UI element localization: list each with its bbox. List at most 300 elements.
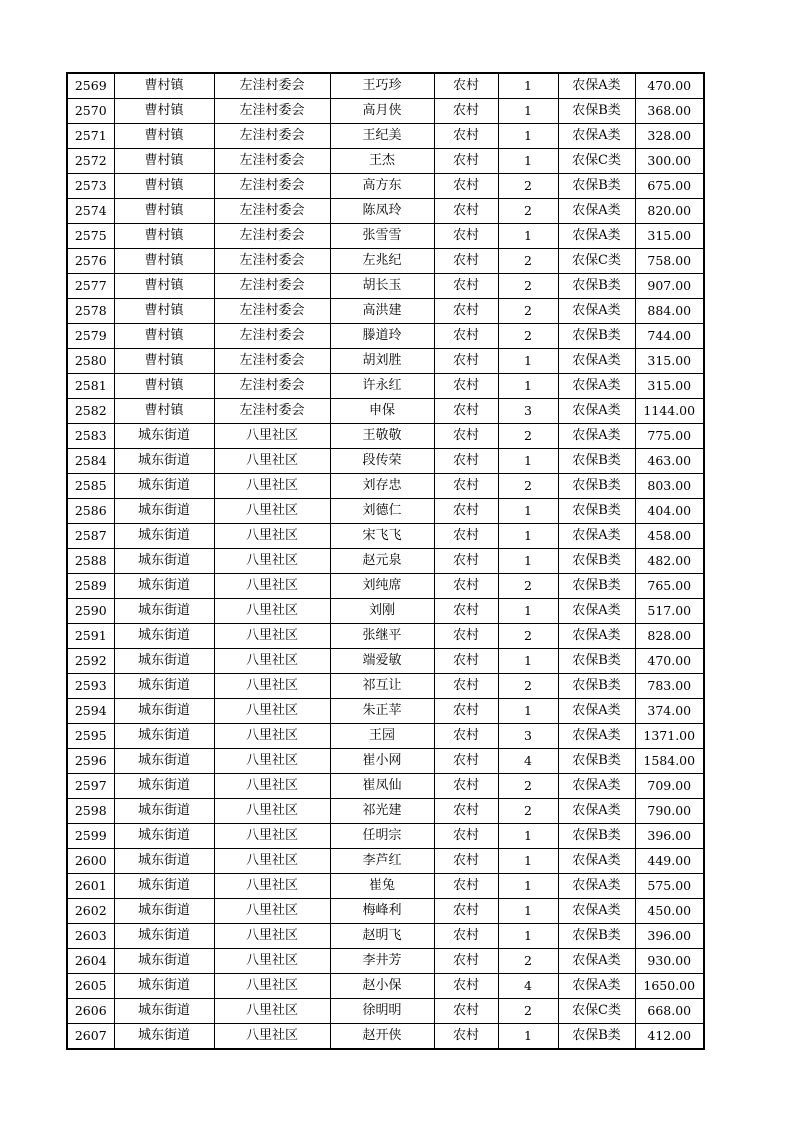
person-name-cell: 梅峰利 — [330, 899, 434, 924]
household-size-cell: 4 — [498, 749, 558, 774]
town-cell: 城东街道 — [114, 474, 214, 499]
amount-cell: 828.00 — [635, 624, 704, 649]
table-row — [67, 424, 704, 449]
household-size-cell: 1 — [498, 524, 558, 549]
household-type-cell: 农村 — [434, 73, 498, 99]
town-cell: 曹村镇 — [114, 324, 214, 349]
town-cell: 城东街道 — [114, 824, 214, 849]
village-committee-cell: 八里社区 — [214, 549, 330, 574]
person-name-cell: 左兆纪 — [330, 249, 434, 274]
person-name-cell: 王敬敬 — [330, 424, 434, 449]
household-type-cell: 农村 — [434, 274, 498, 299]
table-row — [67, 874, 704, 899]
amount-cell: 1144.00 — [635, 399, 704, 424]
amount-cell: 930.00 — [635, 949, 704, 974]
amount-cell: 790.00 — [635, 799, 704, 824]
person-name-cell: 刘刚 — [330, 599, 434, 624]
village-committee-cell: 八里社区 — [214, 574, 330, 599]
household-size-cell: 1 — [498, 449, 558, 474]
serial-number-cell: 2580 — [67, 349, 114, 374]
serial-number-cell: 2606 — [67, 999, 114, 1024]
insurance-category-cell: 农保A类 — [558, 724, 635, 749]
household-type-cell: 农村 — [434, 524, 498, 549]
table-row — [67, 349, 704, 374]
household-type-cell: 农村 — [434, 99, 498, 124]
town-cell: 城东街道 — [114, 774, 214, 799]
household-size-cell: 2 — [498, 324, 558, 349]
insurance-category-cell: 农保A类 — [558, 124, 635, 149]
village-committee-cell: 八里社区 — [214, 949, 330, 974]
village-committee-cell: 八里社区 — [214, 649, 330, 674]
table-row — [67, 724, 704, 749]
town-cell: 城东街道 — [114, 599, 214, 624]
person-name-cell: 段传荣 — [330, 449, 434, 474]
town-cell: 曹村镇 — [114, 274, 214, 299]
amount-cell: 575.00 — [635, 874, 704, 899]
household-type-cell: 农村 — [434, 1024, 498, 1050]
village-committee-cell: 八里社区 — [214, 624, 330, 649]
village-committee-cell: 八里社区 — [214, 874, 330, 899]
serial-number-cell: 2602 — [67, 899, 114, 924]
household-size-cell: 3 — [498, 724, 558, 749]
person-name-cell: 祁光建 — [330, 799, 434, 824]
amount-cell: 328.00 — [635, 124, 704, 149]
table-row — [67, 299, 704, 324]
person-name-cell: 赵元泉 — [330, 549, 434, 574]
village-committee-cell: 左洼村委会 — [214, 149, 330, 174]
table-row — [67, 599, 704, 624]
amount-cell: 412.00 — [635, 1024, 704, 1050]
village-committee-cell: 八里社区 — [214, 449, 330, 474]
household-type-cell: 农村 — [434, 924, 498, 949]
insurance-category-cell: 农保A类 — [558, 874, 635, 899]
household-type-cell: 农村 — [434, 549, 498, 574]
amount-cell: 884.00 — [635, 299, 704, 324]
household-type-cell: 农村 — [434, 124, 498, 149]
town-cell: 城东街道 — [114, 849, 214, 874]
table-row — [67, 774, 704, 799]
amount-cell: 1371.00 — [635, 724, 704, 749]
village-committee-cell: 左洼村委会 — [214, 349, 330, 374]
amount-cell: 820.00 — [635, 199, 704, 224]
table-row — [67, 124, 704, 149]
household-size-cell: 2 — [498, 299, 558, 324]
amount-cell: 374.00 — [635, 699, 704, 724]
person-name-cell: 赵明飞 — [330, 924, 434, 949]
town-cell: 曹村镇 — [114, 399, 214, 424]
table-row — [67, 949, 704, 974]
serial-number-cell: 2598 — [67, 799, 114, 824]
town-cell: 曹村镇 — [114, 124, 214, 149]
person-name-cell: 高洪建 — [330, 299, 434, 324]
person-name-cell: 朱正苹 — [330, 699, 434, 724]
household-size-cell: 1 — [498, 99, 558, 124]
village-committee-cell: 八里社区 — [214, 924, 330, 949]
town-cell: 曹村镇 — [114, 299, 214, 324]
person-name-cell: 李芦红 — [330, 849, 434, 874]
household-size-cell: 1 — [498, 899, 558, 924]
village-committee-cell: 左洼村委会 — [214, 124, 330, 149]
amount-cell: 1584.00 — [635, 749, 704, 774]
village-committee-cell: 左洼村委会 — [214, 399, 330, 424]
amount-cell: 482.00 — [635, 549, 704, 574]
household-size-cell: 1 — [498, 499, 558, 524]
insurance-category-cell: 农保A类 — [558, 699, 635, 724]
insurance-category-cell: 农保B类 — [558, 324, 635, 349]
household-type-cell: 农村 — [434, 949, 498, 974]
household-size-cell: 1 — [498, 149, 558, 174]
household-type-cell: 农村 — [434, 899, 498, 924]
serial-number-cell: 2590 — [67, 599, 114, 624]
person-name-cell: 崔小网 — [330, 749, 434, 774]
table-row — [67, 574, 704, 599]
insurance-category-cell: 农保A类 — [558, 374, 635, 399]
town-cell: 城东街道 — [114, 724, 214, 749]
amount-cell: 668.00 — [635, 999, 704, 1024]
serial-number-cell: 2588 — [67, 549, 114, 574]
amount-cell: 396.00 — [635, 924, 704, 949]
serial-number-cell: 2600 — [67, 849, 114, 874]
insurance-category-cell: 农保A类 — [558, 224, 635, 249]
serial-number-cell: 2586 — [67, 499, 114, 524]
serial-number-cell: 2604 — [67, 949, 114, 974]
village-committee-cell: 八里社区 — [214, 424, 330, 449]
village-committee-cell: 左洼村委会 — [214, 174, 330, 199]
village-committee-cell: 八里社区 — [214, 674, 330, 699]
table-row — [67, 824, 704, 849]
household-size-cell: 2 — [498, 624, 558, 649]
town-cell: 曹村镇 — [114, 374, 214, 399]
household-size-cell: 1 — [498, 224, 558, 249]
village-committee-cell: 左洼村委会 — [214, 324, 330, 349]
household-type-cell: 农村 — [434, 374, 498, 399]
amount-cell: 907.00 — [635, 274, 704, 299]
town-cell: 曹村镇 — [114, 349, 214, 374]
insurance-category-cell: 农保B类 — [558, 674, 635, 699]
household-size-cell: 1 — [498, 824, 558, 849]
person-name-cell: 胡长玉 — [330, 274, 434, 299]
serial-number-cell: 2599 — [67, 824, 114, 849]
table-row — [67, 899, 704, 924]
amount-cell: 517.00 — [635, 599, 704, 624]
village-committee-cell: 八里社区 — [214, 899, 330, 924]
household-type-cell: 农村 — [434, 649, 498, 674]
person-name-cell: 胡刘胜 — [330, 349, 434, 374]
table-row — [67, 199, 704, 224]
insurance-category-cell: 农保B类 — [558, 274, 635, 299]
household-type-cell: 农村 — [434, 749, 498, 774]
town-cell: 城东街道 — [114, 874, 214, 899]
household-type-cell: 农村 — [434, 674, 498, 699]
serial-number-cell: 2570 — [67, 99, 114, 124]
serial-number-cell: 2579 — [67, 324, 114, 349]
insurance-category-cell: 农保A类 — [558, 799, 635, 824]
insurance-category-cell: 农保A类 — [558, 974, 635, 999]
amount-cell: 463.00 — [635, 449, 704, 474]
household-size-cell: 2 — [498, 999, 558, 1024]
serial-number-cell: 2583 — [67, 424, 114, 449]
person-name-cell: 刘存忠 — [330, 474, 434, 499]
table-row — [67, 649, 704, 674]
household-size-cell: 2 — [498, 774, 558, 799]
insurance-category-cell: 农保A类 — [558, 899, 635, 924]
town-cell: 城东街道 — [114, 624, 214, 649]
person-name-cell: 王杰 — [330, 149, 434, 174]
village-committee-cell: 左洼村委会 — [214, 374, 330, 399]
table-row — [67, 1024, 704, 1050]
serial-number-cell: 2576 — [67, 249, 114, 274]
insurance-category-cell: 农保A类 — [558, 849, 635, 874]
table-row — [67, 149, 704, 174]
village-committee-cell: 八里社区 — [214, 999, 330, 1024]
amount-cell: 709.00 — [635, 774, 704, 799]
insurance-category-cell: 农保A类 — [558, 299, 635, 324]
insurance-category-cell: 农保C类 — [558, 249, 635, 274]
household-size-cell: 1 — [498, 599, 558, 624]
household-type-cell: 农村 — [434, 574, 498, 599]
table-row — [67, 449, 704, 474]
household-size-cell: 3 — [498, 399, 558, 424]
amount-cell: 458.00 — [635, 524, 704, 549]
village-committee-cell: 左洼村委会 — [214, 224, 330, 249]
person-name-cell: 张雪雪 — [330, 224, 434, 249]
village-committee-cell: 八里社区 — [214, 724, 330, 749]
household-size-cell: 2 — [498, 474, 558, 499]
table-row — [67, 674, 704, 699]
household-size-cell: 1 — [498, 874, 558, 899]
serial-number-cell: 2572 — [67, 149, 114, 174]
insurance-category-cell: 农保A类 — [558, 424, 635, 449]
village-committee-cell: 八里社区 — [214, 799, 330, 824]
amount-cell: 396.00 — [635, 824, 704, 849]
insurance-category-cell: 农保A类 — [558, 73, 635, 99]
village-committee-cell: 八里社区 — [214, 849, 330, 874]
person-name-cell: 徐明明 — [330, 999, 434, 1024]
village-committee-cell: 八里社区 — [214, 599, 330, 624]
household-size-cell: 2 — [498, 674, 558, 699]
town-cell: 城东街道 — [114, 799, 214, 824]
insurance-category-cell: 农保A类 — [558, 399, 635, 424]
insurance-category-cell: 农保A类 — [558, 774, 635, 799]
town-cell: 城东街道 — [114, 899, 214, 924]
town-cell: 曹村镇 — [114, 199, 214, 224]
household-size-cell: 2 — [498, 574, 558, 599]
village-committee-cell: 左洼村委会 — [214, 249, 330, 274]
town-cell: 曹村镇 — [114, 224, 214, 249]
amount-cell: 675.00 — [635, 174, 704, 199]
household-type-cell: 农村 — [434, 474, 498, 499]
table-row — [67, 399, 704, 424]
insurance-category-cell: 农保A类 — [558, 949, 635, 974]
serial-number-cell: 2569 — [67, 73, 114, 99]
household-type-cell: 农村 — [434, 149, 498, 174]
insurance-category-cell: 农保B类 — [558, 474, 635, 499]
serial-number-cell: 2595 — [67, 724, 114, 749]
household-type-cell: 农村 — [434, 224, 498, 249]
household-type-cell: 农村 — [434, 874, 498, 899]
amount-cell: 775.00 — [635, 424, 704, 449]
serial-number-cell: 2577 — [67, 274, 114, 299]
insurance-category-cell: 农保A类 — [558, 524, 635, 549]
household-type-cell: 农村 — [434, 799, 498, 824]
town-cell: 曹村镇 — [114, 73, 214, 99]
serial-number-cell: 2603 — [67, 924, 114, 949]
village-committee-cell: 左洼村委会 — [214, 274, 330, 299]
amount-cell: 803.00 — [635, 474, 704, 499]
amount-cell: 300.00 — [635, 149, 704, 174]
person-name-cell: 李井芳 — [330, 949, 434, 974]
person-name-cell: 崔凤仙 — [330, 774, 434, 799]
town-cell: 城东街道 — [114, 649, 214, 674]
household-size-cell: 2 — [498, 424, 558, 449]
household-type-cell: 农村 — [434, 499, 498, 524]
serial-number-cell: 2582 — [67, 399, 114, 424]
household-size-cell: 1 — [498, 549, 558, 574]
insurance-category-cell: 农保B类 — [558, 174, 635, 199]
table-row — [67, 274, 704, 299]
town-cell: 城东街道 — [114, 949, 214, 974]
town-cell: 城东街道 — [114, 749, 214, 774]
household-size-cell: 1 — [498, 73, 558, 99]
serial-number-cell: 2594 — [67, 699, 114, 724]
person-name-cell: 许永红 — [330, 374, 434, 399]
household-size-cell: 1 — [498, 849, 558, 874]
village-committee-cell: 八里社区 — [214, 474, 330, 499]
serial-number-cell: 2571 — [67, 124, 114, 149]
town-cell: 城东街道 — [114, 574, 214, 599]
village-committee-cell: 八里社区 — [214, 499, 330, 524]
village-committee-cell: 八里社区 — [214, 824, 330, 849]
serial-number-cell: 2605 — [67, 974, 114, 999]
village-committee-cell: 左洼村委会 — [214, 199, 330, 224]
household-size-cell: 2 — [498, 174, 558, 199]
household-size-cell: 1 — [498, 349, 558, 374]
person-name-cell: 高月侠 — [330, 99, 434, 124]
amount-cell: 758.00 — [635, 249, 704, 274]
table-row — [67, 174, 704, 199]
person-name-cell: 崔兔 — [330, 874, 434, 899]
person-name-cell: 赵开侠 — [330, 1024, 434, 1050]
table-row — [67, 799, 704, 824]
household-size-cell: 2 — [498, 199, 558, 224]
village-committee-cell: 左洼村委会 — [214, 99, 330, 124]
household-type-cell: 农村 — [434, 774, 498, 799]
table-row — [67, 499, 704, 524]
amount-cell: 315.00 — [635, 349, 704, 374]
town-cell: 城东街道 — [114, 549, 214, 574]
serial-number-cell: 2574 — [67, 199, 114, 224]
person-name-cell: 刘纯席 — [330, 574, 434, 599]
village-committee-cell: 八里社区 — [214, 1024, 330, 1050]
serial-number-cell: 2601 — [67, 874, 114, 899]
person-name-cell: 王巧珍 — [330, 73, 434, 99]
table-row — [67, 924, 704, 949]
town-cell: 曹村镇 — [114, 149, 214, 174]
table-body — [67, 73, 704, 1049]
table-row — [67, 474, 704, 499]
household-size-cell: 2 — [498, 949, 558, 974]
serial-number-cell: 2587 — [67, 524, 114, 549]
insurance-category-cell: 农保B类 — [558, 749, 635, 774]
amount-cell: 368.00 — [635, 99, 704, 124]
household-type-cell: 农村 — [434, 449, 498, 474]
amount-cell: 765.00 — [635, 574, 704, 599]
table-row — [67, 99, 704, 124]
household-size-cell: 4 — [498, 974, 558, 999]
person-name-cell: 王纪美 — [330, 124, 434, 149]
household-type-cell: 农村 — [434, 824, 498, 849]
insurance-category-cell: 农保B类 — [558, 824, 635, 849]
amount-cell: 744.00 — [635, 324, 704, 349]
insurance-category-cell: 农保A类 — [558, 624, 635, 649]
town-cell: 曹村镇 — [114, 99, 214, 124]
household-type-cell: 农村 — [434, 249, 498, 274]
household-size-cell: 1 — [498, 124, 558, 149]
person-name-cell: 张继平 — [330, 624, 434, 649]
village-committee-cell: 左洼村委会 — [214, 73, 330, 99]
household-size-cell: 1 — [498, 699, 558, 724]
village-committee-cell: 八里社区 — [214, 974, 330, 999]
insurance-category-cell: 农保A类 — [558, 349, 635, 374]
table-row — [67, 249, 704, 274]
town-cell: 城东街道 — [114, 424, 214, 449]
serial-number-cell: 2589 — [67, 574, 114, 599]
serial-number-cell: 2578 — [67, 299, 114, 324]
insurance-category-cell: 农保B类 — [558, 499, 635, 524]
household-type-cell: 农村 — [434, 849, 498, 874]
person-name-cell: 滕道玲 — [330, 324, 434, 349]
table-row — [67, 324, 704, 349]
amount-cell: 315.00 — [635, 374, 704, 399]
amount-cell: 1650.00 — [635, 974, 704, 999]
person-name-cell: 赵小保 — [330, 974, 434, 999]
household-type-cell: 农村 — [434, 324, 498, 349]
insurance-category-cell: 农保B类 — [558, 574, 635, 599]
household-type-cell: 农村 — [434, 299, 498, 324]
person-name-cell: 祁互让 — [330, 674, 434, 699]
village-committee-cell: 左洼村委会 — [214, 299, 330, 324]
table-row — [67, 374, 704, 399]
amount-cell: 450.00 — [635, 899, 704, 924]
insurance-category-cell: 农保B类 — [558, 649, 635, 674]
town-cell: 城东街道 — [114, 699, 214, 724]
amount-cell: 404.00 — [635, 499, 704, 524]
village-committee-cell: 八里社区 — [214, 774, 330, 799]
village-committee-cell: 八里社区 — [214, 524, 330, 549]
serial-number-cell: 2585 — [67, 474, 114, 499]
household-type-cell: 农村 — [434, 424, 498, 449]
serial-number-cell: 2581 — [67, 374, 114, 399]
amount-cell: 470.00 — [635, 73, 704, 99]
town-cell: 城东街道 — [114, 674, 214, 699]
table-row — [67, 699, 704, 724]
amount-cell: 470.00 — [635, 649, 704, 674]
town-cell: 曹村镇 — [114, 174, 214, 199]
household-type-cell: 农村 — [434, 174, 498, 199]
town-cell: 城东街道 — [114, 499, 214, 524]
household-type-cell: 农村 — [434, 724, 498, 749]
insurance-category-cell: 农保B类 — [558, 99, 635, 124]
person-name-cell: 宋飞飞 — [330, 524, 434, 549]
household-size-cell: 2 — [498, 249, 558, 274]
household-type-cell: 农村 — [434, 199, 498, 224]
town-cell: 城东街道 — [114, 999, 214, 1024]
serial-number-cell: 2573 — [67, 174, 114, 199]
village-committee-cell: 八里社区 — [214, 699, 330, 724]
serial-number-cell: 2597 — [67, 774, 114, 799]
household-size-cell: 2 — [498, 799, 558, 824]
table-row — [67, 224, 704, 249]
